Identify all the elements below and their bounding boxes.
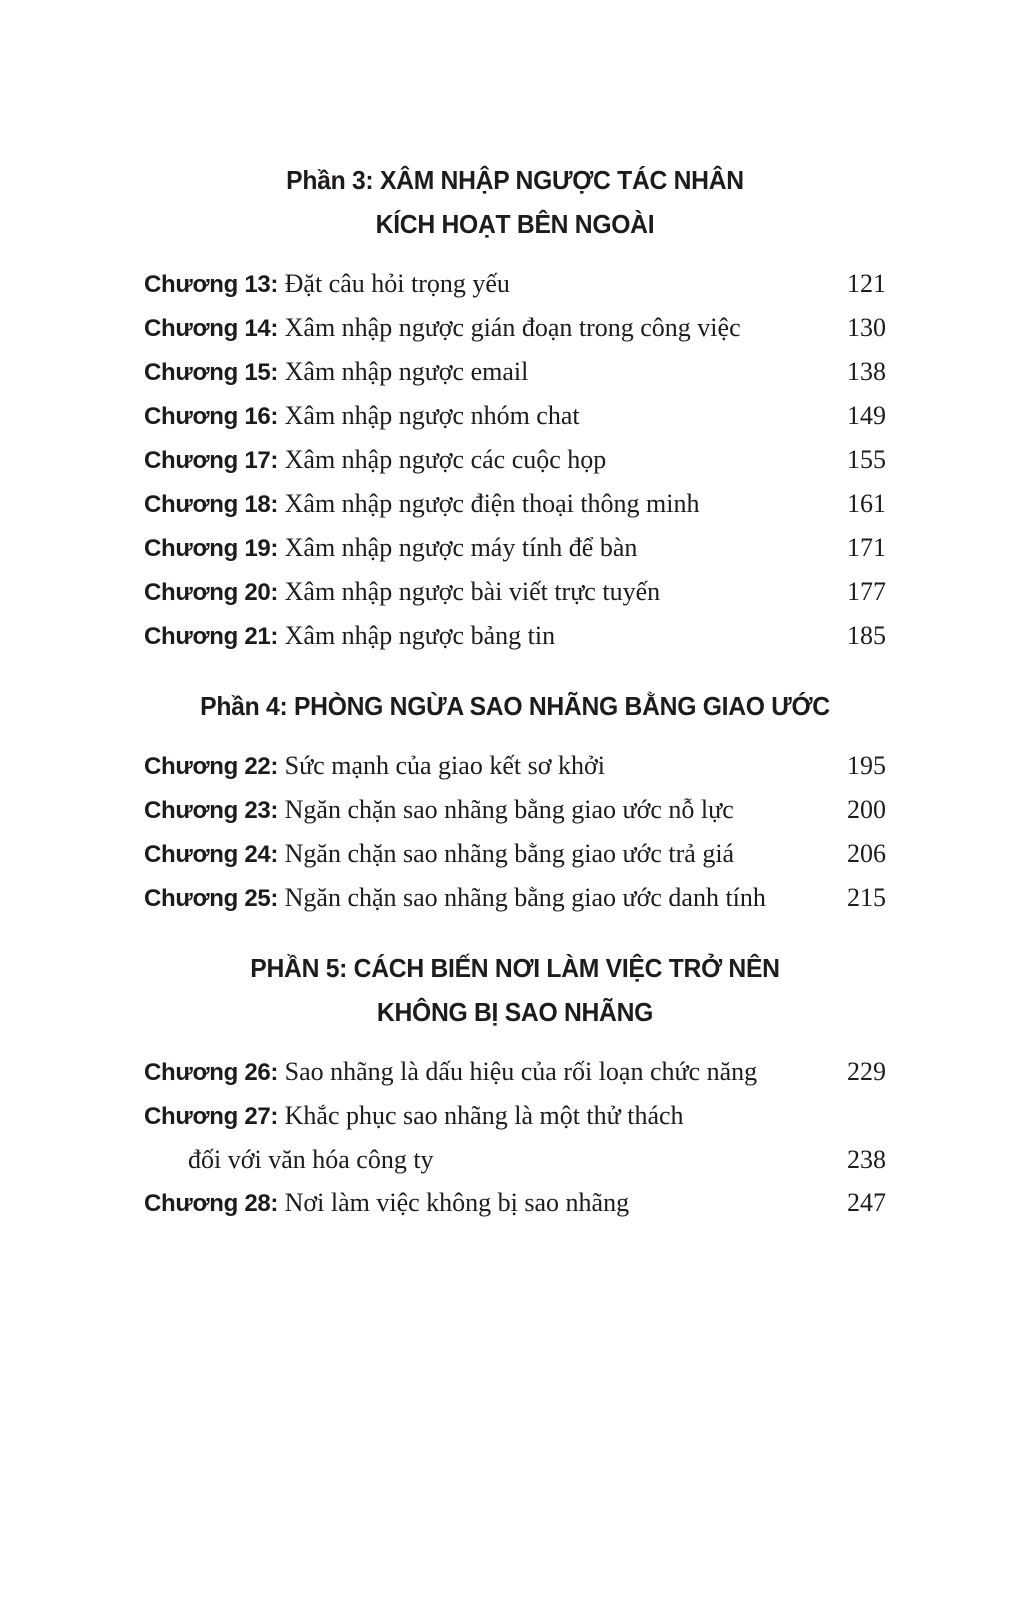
chapter-label: Chương 21: [144, 623, 279, 650]
chapter-label: Chương 27: [144, 1103, 279, 1130]
section-heading-line: KÍCH HOẠT BÊN NGOÀI [375, 209, 655, 239]
toc-row-chapter-25 [144, 876, 886, 920]
chapter-title: Ngăn chặn sao nhãng bằng giao ước nỗ lực [284, 795, 734, 824]
chapter-page-number: 161 [847, 489, 886, 518]
toc-row-chapter-13 [144, 262, 886, 306]
chapter-page-number: 130 [847, 313, 886, 342]
chapter-label: Chương 22: [144, 753, 279, 780]
chapter-title: Xâm nhập ngược gián đoạn trong công việc [284, 313, 741, 342]
chapter-entry [144, 788, 837, 832]
section-heading-line: KHÔNG BỊ SAO NHÃNG [376, 997, 654, 1027]
chapter-title: Xâm nhập ngược nhóm chat [284, 401, 580, 430]
chapter-page-number: 206 [847, 839, 886, 868]
chapter-title-line-2: đối với văn hóa công ty [188, 1145, 434, 1174]
chapter-entry [144, 394, 837, 438]
chapter-label: Chương 13: [144, 271, 279, 298]
toc-row-chapter-19 [144, 526, 886, 570]
section-heading-part-5 [163, 946, 868, 1034]
chapter-title: Xâm nhập ngược bảng tin [284, 621, 556, 650]
chapter-page-number: 215 [847, 883, 886, 912]
toc-row-chapter-20 [144, 570, 886, 614]
chapter-page-number: 155 [847, 445, 886, 474]
toc-row-chapter-22 [144, 744, 886, 788]
chapter-title: Xâm nhập ngược email [284, 357, 529, 386]
toc-section-part-5 [144, 946, 886, 1225]
chapter-page-number: 171 [847, 533, 886, 562]
chapter-page-number: 229 [847, 1057, 886, 1086]
chapter-title: Sức mạnh của giao kết sơ khởi [284, 751, 605, 780]
toc-row-chapter-26 [144, 1050, 886, 1094]
toc-section-part-3 [144, 158, 886, 658]
chapter-entry [144, 614, 837, 658]
toc-row-chapter-23 [144, 788, 886, 832]
chapter-entry [144, 876, 837, 920]
chapter-title: Xâm nhập ngược bài viết trực tuyến [284, 577, 661, 606]
chapter-entry [144, 306, 837, 350]
toc-row-chapter-18 [144, 482, 886, 526]
toc-row-chapter-14 [144, 306, 886, 350]
chapter-title: Xâm nhập ngược các cuộc họp [284, 445, 607, 474]
chapter-label: Chương 20: [144, 579, 279, 606]
chapter-label: Chương 28: [144, 1190, 279, 1217]
toc-row-chapter-17 [144, 438, 886, 482]
chapter-label: Chương 24: [144, 841, 279, 868]
chapter-entry [144, 1094, 837, 1181]
chapter-page-number: 238 [847, 1145, 886, 1174]
chapter-entry [144, 262, 837, 306]
chapter-title: Khắc phục sao nhãng là một thử thách [284, 1101, 684, 1130]
chapter-entry [144, 570, 837, 614]
chapter-label: Chương 26: [144, 1059, 279, 1086]
chapter-page-number: 247 [847, 1188, 886, 1217]
chapter-label: Chương 16: [144, 403, 279, 430]
chapter-label: Chương 17: [144, 447, 279, 474]
toc-row-chapter-21 [144, 614, 886, 658]
chapter-label: Chương 23: [144, 797, 279, 824]
chapter-title: Sao nhãng là dấu hiệu của rối loạn chức năng [284, 1057, 758, 1086]
chapter-page-number: 195 [847, 751, 886, 780]
chapter-title: Ngăn chặn sao nhãng bằng giao ước trả giá [284, 839, 735, 868]
section-heading-part-3 [163, 158, 868, 246]
chapter-title: Nơi làm việc không bị sao nhãng [284, 1188, 630, 1217]
toc-row-chapter-16 [144, 394, 886, 438]
chapter-title-line-1 [144, 1094, 837, 1138]
section-heading-line: Phần 3: XÂM NHẬP NGƯỢC TÁC NHÂN [286, 165, 744, 195]
toc-section-part-4 [144, 684, 886, 920]
chapter-list [144, 262, 886, 658]
chapter-title: Xâm nhập ngược máy tính để bàn [284, 533, 638, 562]
chapter-page-number: 185 [847, 621, 886, 650]
toc-row-chapter-24 [144, 832, 886, 876]
chapter-title: Đặt câu hỏi trọng yếu [284, 269, 510, 298]
chapter-entry [144, 482, 837, 526]
section-heading-line: PHẦN 5: CÁCH BIẾN NƠI LÀM VIỆC TRỞ NÊN [250, 953, 780, 983]
chapter-label: Chương 19: [144, 535, 279, 562]
chapter-label: Chương 14: [144, 315, 279, 342]
chapter-list [144, 1050, 886, 1225]
chapter-entry [144, 832, 837, 876]
section-heading-part-4 [163, 684, 868, 728]
chapter-page-number: 149 [847, 401, 886, 430]
toc-row-chapter-27 [144, 1094, 886, 1181]
chapter-page-number: 200 [847, 795, 886, 824]
chapter-entry [144, 744, 837, 788]
chapter-entry [144, 350, 837, 394]
chapter-entry [144, 438, 837, 482]
chapter-label: Chương 18: [144, 491, 279, 518]
chapter-title: Ngăn chặn sao nhãng bằng giao ước danh tính [284, 883, 766, 912]
chapter-entry [144, 526, 837, 570]
chapter-list [144, 744, 886, 920]
chapter-entry [144, 1050, 837, 1094]
chapter-page-number: 121 [847, 269, 886, 298]
chapter-title: Xâm nhập ngược điện thoại thông minh [284, 489, 700, 518]
chapter-label: Chương 15: [144, 359, 279, 386]
chapter-entry [144, 1181, 837, 1225]
chapter-label: Chương 25: [144, 885, 279, 912]
chapter-page-number: 177 [847, 577, 886, 606]
section-heading-line: Phần 4: PHÒNG NGỪA SAO NHÃNG BẰNG GIAO ƯỚC [200, 691, 830, 721]
toc-row-chapter-15 [144, 350, 886, 394]
toc-row-chapter-28 [144, 1181, 886, 1225]
chapter-page-number: 138 [847, 357, 886, 386]
